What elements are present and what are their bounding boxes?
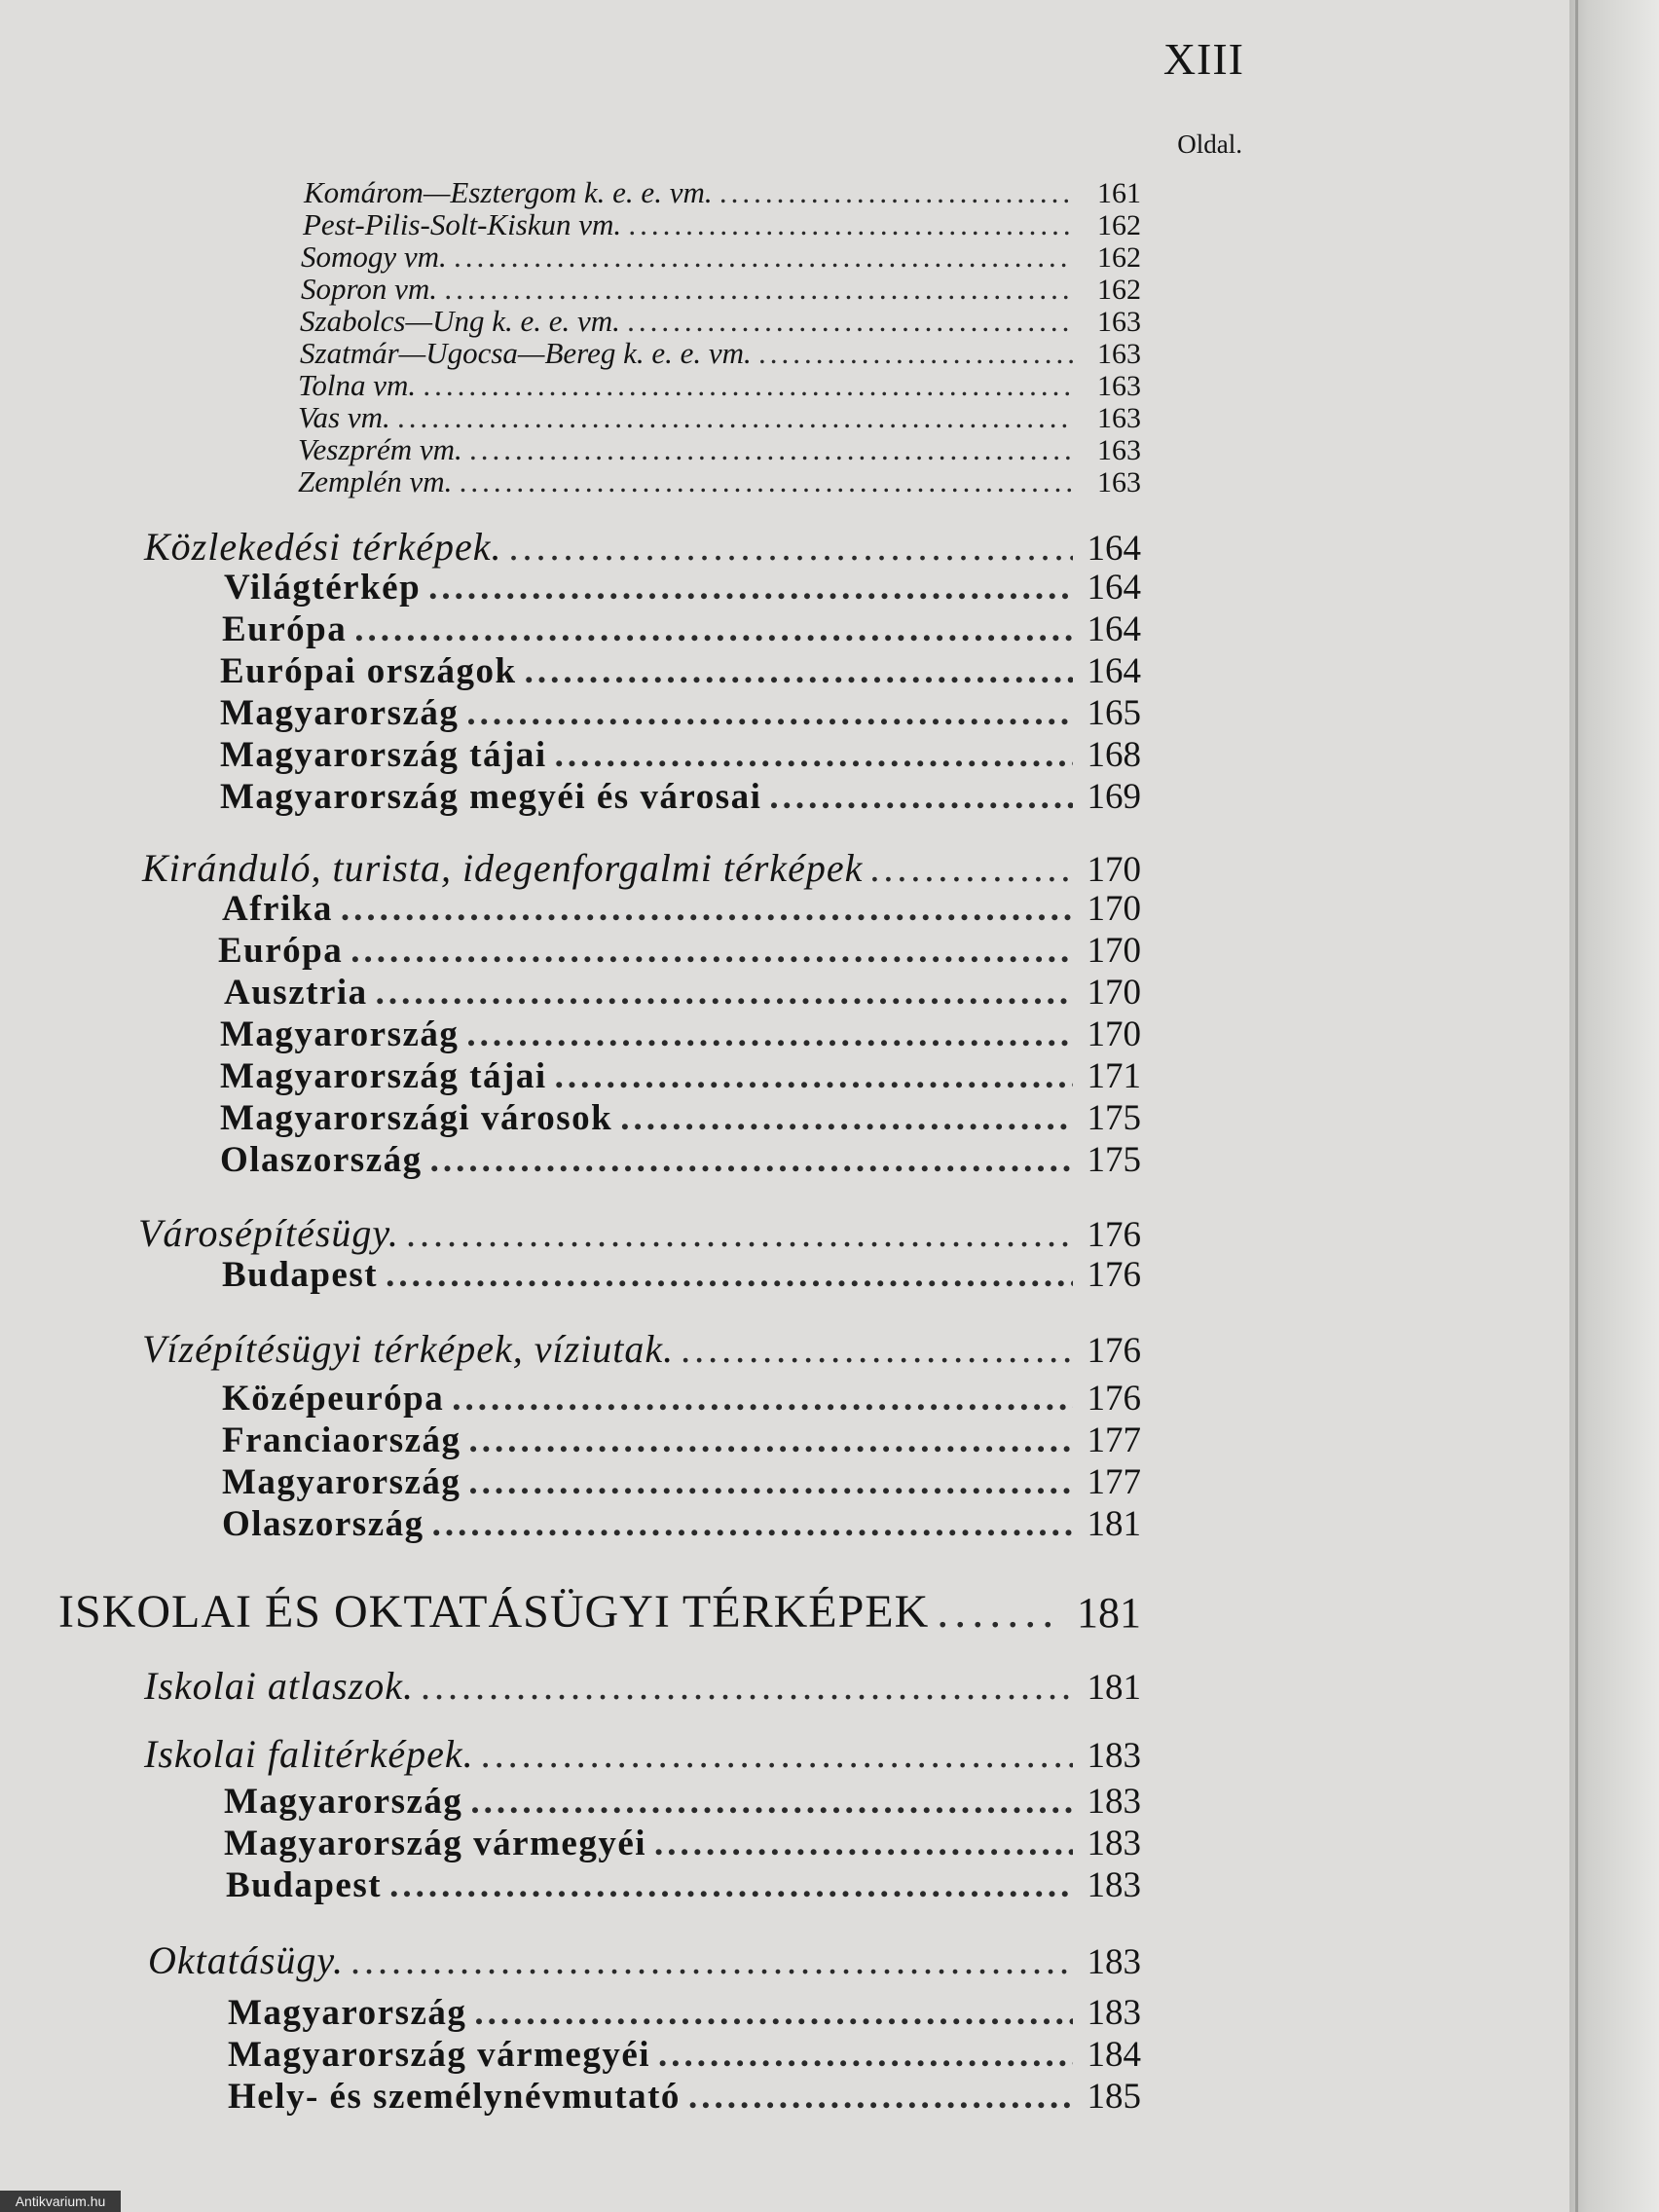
toc-entry: Komárom—Esztergom k. e. e. vm. ..... 161 [304, 175, 1141, 208]
toc-entry: Magyarország ..... 170 [220, 1014, 1141, 1054]
toc-entry: Európai országok ..... 164 [220, 650, 1141, 691]
toc-entry: Magyarország vármegyéi ..... 183 [224, 1823, 1141, 1863]
toc-entry: Pest-Pilis-Solt-Kiskun vm. ..... 162 [303, 207, 1141, 240]
toc-entry: Világtérkép ..... 164 [224, 567, 1141, 608]
toc-entry: Szabolcs—Ung k. e. e. vm. ..... 163 [300, 304, 1141, 337]
toc-entry: Magyarország tájai ..... 171 [220, 1055, 1141, 1096]
toc-section: Vízépítésügyi térképek, víziutak. ..... 176 [142, 1326, 1141, 1369]
toc-entry: Európa ..... 164 [222, 608, 1141, 649]
toc-entry: Franciaország ..... 177 [222, 1419, 1141, 1460]
toc-entry: Hely- és személynévmutató ..... 185 [228, 2076, 1141, 2117]
toc-entry: Magyarország tájai ..... 168 [220, 734, 1141, 775]
toc-section: Iskolai atlaszok. ..... 181 [144, 1663, 1141, 1706]
toc-entry: Budapest ..... 176 [222, 1254, 1141, 1295]
toc-section: Közlekedési térképek. ..... 164 [144, 524, 1141, 567]
toc-entry: Magyarország ..... 165 [220, 692, 1141, 733]
page-fold [1575, 0, 1578, 2212]
toc-entry: Somogy vm. ..... 162 [301, 240, 1141, 273]
watermark: Antikvarium.hu [0, 2191, 121, 2212]
toc-entry: Olaszország ..... 175 [220, 1139, 1141, 1180]
toc-section: Kiránduló, turista, idegenforgalmi térképek ..... 170 [142, 845, 1141, 888]
toc-entry: Afrika ..... 170 [222, 888, 1141, 929]
toc-major-section: ISKOLAI ÉS OKTATÁSÜGYI TÉRKÉPEK ..... 181 [58, 1585, 1141, 1638]
toc-entry: Vas vm. ..... 163 [298, 400, 1141, 433]
toc-entry: Sopron vm. ..... 162 [301, 272, 1141, 305]
toc-entry: Magyarország ..... 177 [222, 1461, 1141, 1502]
toc-entry: Tolna vm. ..... 163 [298, 368, 1141, 401]
toc-entry: Magyarország vármegyéi ..... 184 [228, 2034, 1141, 2075]
toc-section: Városépítésügy. ..... 176 [138, 1210, 1141, 1253]
page-number: XIII [1162, 34, 1244, 84]
toc-section: Iskolai falitérképek. ..... 183 [144, 1731, 1141, 1774]
toc-entry: Olaszország ..... 181 [222, 1503, 1141, 1544]
toc-entry: Magyarországi városok ..... 175 [220, 1097, 1141, 1138]
toc-entry: Ausztria ..... 170 [224, 972, 1141, 1013]
toc-entry: Magyarország megyéi és városai ..... 169 [220, 776, 1141, 817]
toc-entry: Magyarország ..... 183 [224, 1781, 1141, 1822]
toc-section: Oktatásügy. ..... 183 [148, 1937, 1141, 1980]
toc-entry: Veszprém vm. ..... 163 [298, 432, 1141, 465]
toc-entry: Magyarország ..... 183 [228, 1992, 1141, 2033]
column-header: Oldal. [1177, 129, 1242, 159]
toc-entry: Zemplén vm. ..... 163 [298, 464, 1141, 498]
toc-entry: Szatmár—Ugocsa—Bereg k. e. e. vm. ..... 163 [300, 336, 1141, 369]
book-edge [1569, 0, 1659, 2212]
toc-entry: Középeurópa ..... 176 [222, 1378, 1141, 1419]
toc-entry: Budapest ..... 183 [226, 1864, 1141, 1905]
toc-entry: Európa ..... 170 [218, 930, 1141, 971]
